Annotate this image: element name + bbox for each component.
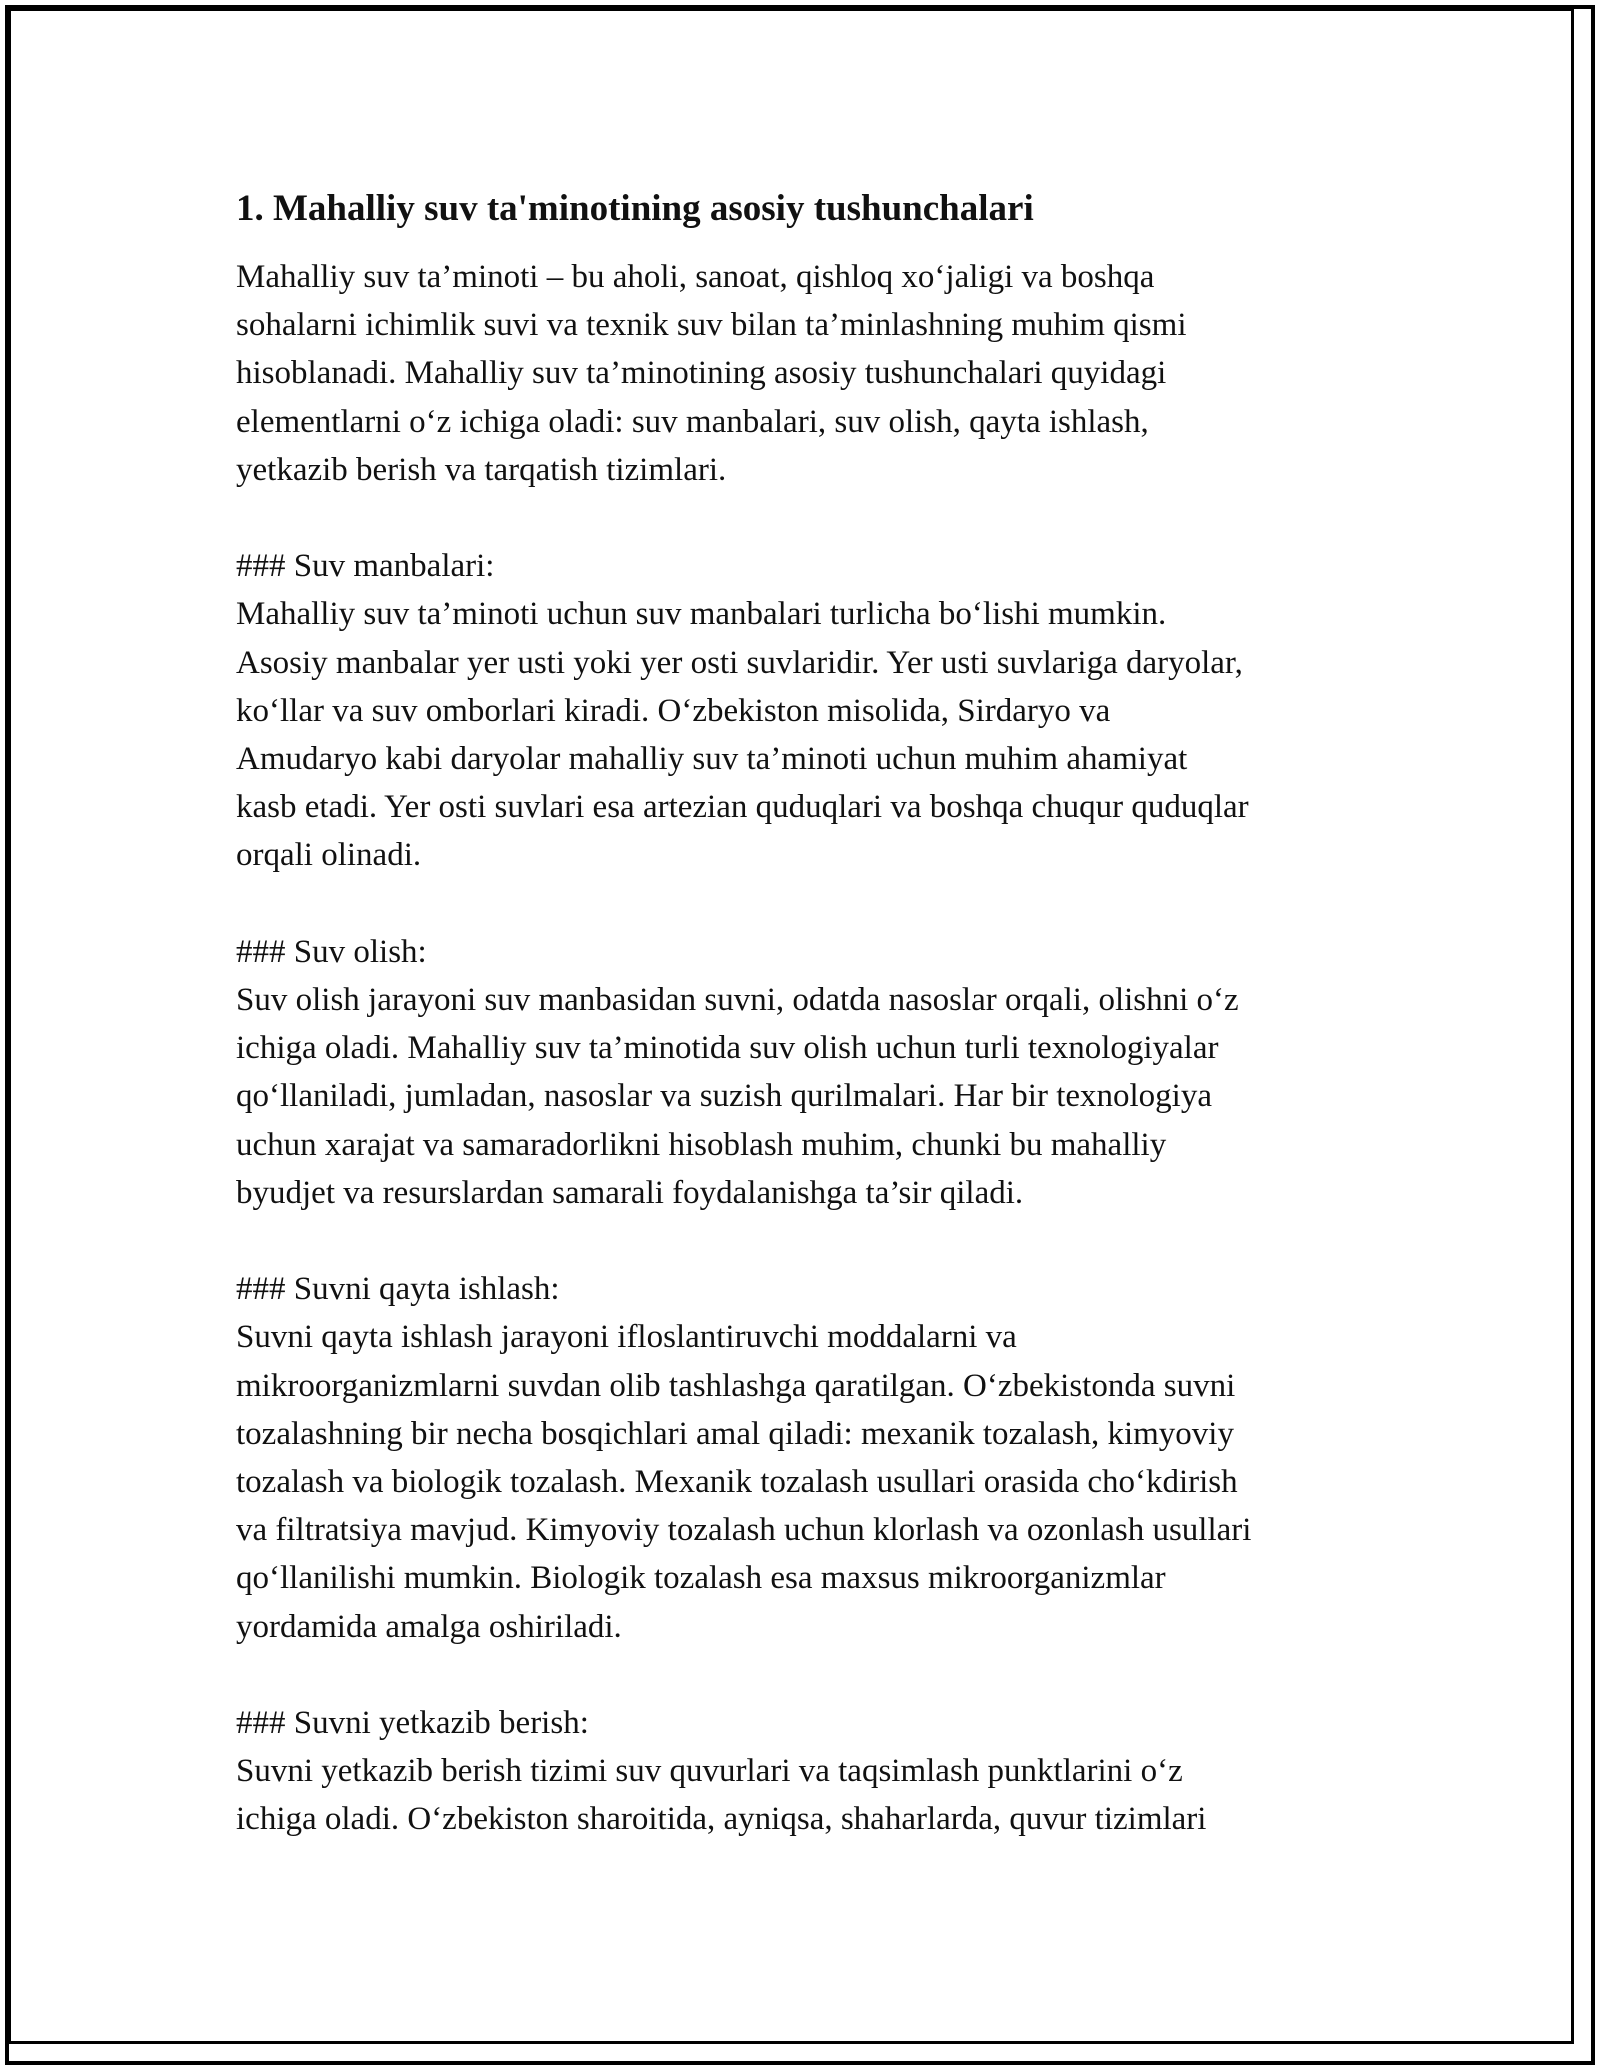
- text-line: koʻllar va suv omborlari kiradi. Oʻzbekiston misolida, Sirdaryo va: [236, 692, 1111, 729]
- paragraph-suvni-qayta-ishlash: [236, 1265, 1386, 1651]
- document-body: [236, 185, 1386, 1892]
- text-line: Suvni yetkazib berish tizimi suv quvurlari va taqsimlash punktlarini oʻz: [236, 1753, 1183, 1790]
- section-heading: 1. Mahalliy suv ta'minotining asosiy tushunchalari: [236, 188, 1034, 229]
- text-line: Mahalliy suv ta’minoti – bu aholi, sanoat, qishloq xoʻjaligi va boshqa: [236, 259, 1155, 295]
- text-line: elementlarni oʻz ichiga oladi: suv manbalari, suv olish, qayta ishlash,: [236, 403, 1149, 440]
- subheading-line: ### Suvni qayta ishlash:: [236, 1271, 560, 1308]
- text-line: Asosiy manbalar yer usti yoki yer osti suvlaridir. Yer usti suvlariga daryolar,: [236, 644, 1243, 681]
- text-line: sohalarni ichimlik suvi va texnik suv bilan ta’minlashning muhim qismi: [236, 307, 1187, 344]
- paragraph-suvni-yetkazib-berish: [236, 1699, 1386, 1844]
- paragraph-suv-olish: [236, 928, 1386, 1217]
- text-line: byudjet va resurslardan samarali foydalanishga ta’sir qiladi.: [236, 1174, 1024, 1211]
- text-line: qoʻllanilishi mumkin. Biologik tozalash esa maxsus mikroorganizmlar: [236, 1560, 1166, 1597]
- subheading-line: ### Suv olish:: [236, 933, 427, 970]
- text-line: qoʻllaniladi, jumladan, nasoslar va suzish qurilmalari. Har bir texnologiya: [236, 1078, 1212, 1115]
- text-line: yetkazib berish va tarqatish tizimlari.: [236, 451, 727, 488]
- subheading-line: ### Suvni yetkazib berish:: [236, 1705, 589, 1742]
- text-line: yordamida amalga oshiriladi.: [236, 1608, 622, 1645]
- text-line: ichiga oladi. Oʻzbekiston sharoitida, ayniqsa, shaharlarda, quvur tizimlari: [236, 1801, 1207, 1838]
- text-line: mikroorganizmlarni suvdan olib tashlashga qaratilgan. Oʻzbekistonda suvni: [236, 1367, 1236, 1404]
- subheading-line: ### Suv manbalari:: [236, 548, 495, 585]
- text-line: Mahalliy suv ta’minoti uchun suv manbalari turlicha boʻlishi mumkin.: [236, 596, 1167, 633]
- paragraph-suv-manbalari: [236, 542, 1386, 879]
- paragraph-intro: [236, 253, 1386, 494]
- text-line: Suvni qayta ishlash jarayoni ifloslantiruvchi moddalarni va: [236, 1319, 1017, 1356]
- text-line: uchun xarajat va samaradorlikni hisoblash muhim, chunki bu mahalliy: [236, 1126, 1167, 1163]
- text-line: orqali olinadi.: [236, 837, 422, 874]
- text-line: kasb etadi. Yer osti suvlari esa artezian quduqlari va boshqa chuqur quduqlar: [236, 789, 1249, 826]
- text-line: Amudaryo kabi daryolar mahalliy suv ta’minoti uchun muhim ahamiyat: [236, 741, 1188, 778]
- text-line: hisoblanadi. Mahalliy suv ta’minotining asosiy tushunchalari quyidagi: [236, 355, 1167, 392]
- text-line: Suv olish jarayoni suv manbasidan suvni, odatda nasoslar orqali, olishni oʻz: [236, 982, 1239, 1019]
- text-line: ichiga oladi. Mahalliy suv ta’minotida suv olish uchun turli texnologiyalar: [236, 1030, 1219, 1067]
- text-line: va filtratsiya mavjud. Kimyoviy tozalash uchun klorlash va ozonlash usullari: [236, 1512, 1252, 1549]
- text-line: tozalash va biologik tozalash. Mexanik tozalash usullari orasida choʻkdirish: [236, 1464, 1238, 1501]
- text-line: tozalashning bir necha bosqichlari amal qiladi: mexanik tozalash, kimyoviy: [236, 1415, 1234, 1452]
